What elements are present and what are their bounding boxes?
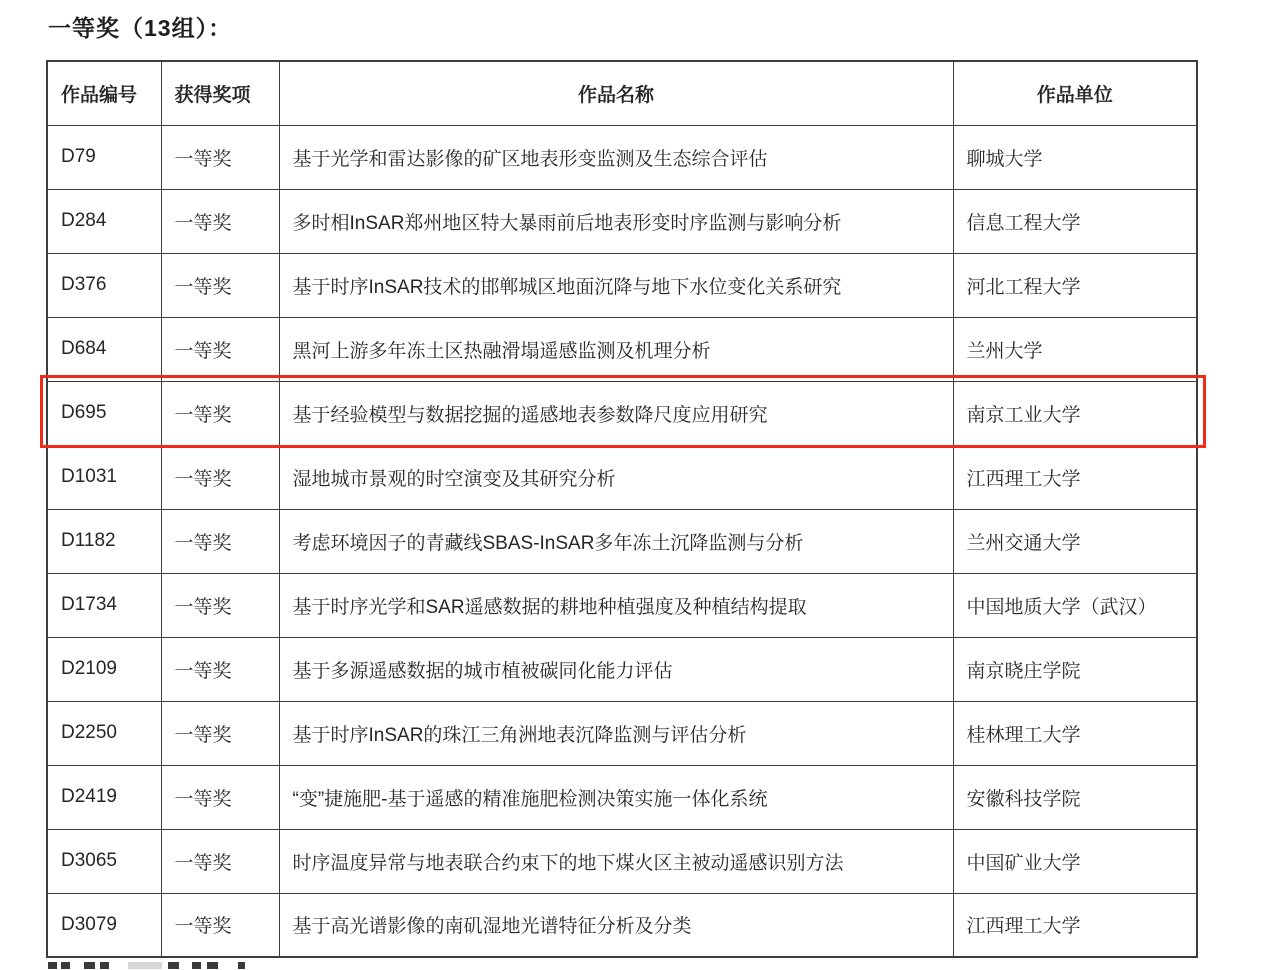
- award-cell: 一等奖: [161, 253, 279, 317]
- work-id-cell: D1182: [47, 509, 161, 573]
- table-row: [47, 253, 1197, 317]
- work-name-cell: 时序温度异常与地表联合约束下的地下煤火区主被动遥感识别方法: [279, 829, 953, 893]
- work-unit-cell: 安徽科技学院: [953, 765, 1197, 829]
- work-id-cell: D3065: [47, 829, 161, 893]
- table-row: [47, 381, 1197, 445]
- award-cell: 一等奖: [161, 381, 279, 445]
- work-id-cell: D2250: [47, 701, 161, 765]
- work-unit-cell: 南京工业大学: [953, 381, 1197, 445]
- work-id-cell: D376: [47, 253, 161, 317]
- table-row: [47, 829, 1197, 893]
- table-body: [47, 125, 1197, 957]
- award-cell: 一等奖: [161, 829, 279, 893]
- award-cell: 一等奖: [161, 445, 279, 509]
- work-name-cell: 基于光学和雷达影像的矿区地表形变监测及生态综合评估: [279, 125, 953, 189]
- award-cell: 一等奖: [161, 509, 279, 573]
- work-id-cell: D1031: [47, 445, 161, 509]
- award-cell: 一等奖: [161, 637, 279, 701]
- work-name-cell: 基于经验模型与数据挖掘的遥感地表参数降尺度应用研究: [279, 381, 953, 445]
- work-unit-cell: 江西理工大学: [953, 445, 1197, 509]
- work-unit-cell: 桂林理工大学: [953, 701, 1197, 765]
- award-cell: 一等奖: [161, 189, 279, 253]
- work-name-cell: 基于高光谱影像的南矶湿地光谱特征分析及分类: [279, 893, 953, 957]
- table-row: [47, 701, 1197, 765]
- work-unit-cell: 中国地质大学（武汉）: [953, 573, 1197, 637]
- awards-table: [46, 60, 1198, 958]
- work-name-cell: “变”捷施肥-基于遥感的精准施肥检测决策实施一体化系统: [279, 765, 953, 829]
- work-id-cell: D695: [47, 381, 161, 445]
- table-row: [47, 637, 1197, 701]
- table-header: [47, 61, 1197, 125]
- work-name-cell: 考虑环境因子的青藏线SBAS-InSAR多年冻土沉降监测与分析: [279, 509, 953, 573]
- award-cell: 一等奖: [161, 893, 279, 957]
- work-name-cell: 湿地城市景观的时空演变及其研究分析: [279, 445, 953, 509]
- work-name-cell: 黑河上游多年冻土区热融滑塌遥感监测及机理分析: [279, 317, 953, 381]
- award-cell: 一等奖: [161, 125, 279, 189]
- work-id-cell: D2419: [47, 765, 161, 829]
- table-row: [47, 509, 1197, 573]
- work-id-cell: D3079: [47, 893, 161, 957]
- header-work-unit: 作品单位: [953, 61, 1197, 125]
- work-id-cell: D684: [47, 317, 161, 381]
- award-cell: 一等奖: [161, 765, 279, 829]
- work-id-cell: D284: [47, 189, 161, 253]
- work-name-cell: 多时相InSAR郑州地区特大暴雨前后地表形变时序监测与影响分析: [279, 189, 953, 253]
- work-name-cell: 基于时序InSAR的珠江三角洲地表沉降监测与评估分析: [279, 701, 953, 765]
- award-cell: 一等奖: [161, 317, 279, 381]
- table-row: [47, 765, 1197, 829]
- header-work-name: 作品名称: [279, 61, 953, 125]
- table-row: [47, 125, 1197, 189]
- work-id-cell: D79: [47, 125, 161, 189]
- header-work-id: 作品编号: [47, 61, 161, 125]
- work-unit-cell: 河北工程大学: [953, 253, 1197, 317]
- table-row: [47, 317, 1197, 381]
- table-row: [47, 573, 1197, 637]
- page-title: 一等奖（13组）：: [48, 15, 233, 41]
- work-unit-cell: 兰州大学: [953, 317, 1197, 381]
- header-row: [47, 61, 1197, 125]
- table-row: [47, 893, 1197, 957]
- table-row: [47, 445, 1197, 509]
- work-id-cell: D1734: [47, 573, 161, 637]
- work-name-cell: 基于时序光学和SAR遥感数据的耕地种植强度及种植结构提取: [279, 573, 953, 637]
- work-name-cell: 基于时序InSAR技术的邯郸城区地面沉降与地下水位变化关系研究: [279, 253, 953, 317]
- work-unit-cell: 兰州交通大学: [953, 509, 1197, 573]
- work-name-cell: 基于多源遥感数据的城市植被碳同化能力评估: [279, 637, 953, 701]
- award-cell: 一等奖: [161, 573, 279, 637]
- header-award: 获得奖项: [161, 61, 279, 125]
- work-unit-cell: 中国矿业大学: [953, 829, 1197, 893]
- award-list-section: [46, 10, 1198, 958]
- work-unit-cell: 信息工程大学: [953, 189, 1197, 253]
- work-id-cell: D2109: [47, 637, 161, 701]
- table-row: [47, 189, 1197, 253]
- work-unit-cell: 聊城大学: [953, 125, 1197, 189]
- award-cell: 一等奖: [161, 701, 279, 765]
- work-unit-cell: 南京晓庄学院: [953, 637, 1197, 701]
- work-unit-cell: 江西理工大学: [953, 893, 1197, 957]
- clipped-text-fragment: [46, 961, 346, 970]
